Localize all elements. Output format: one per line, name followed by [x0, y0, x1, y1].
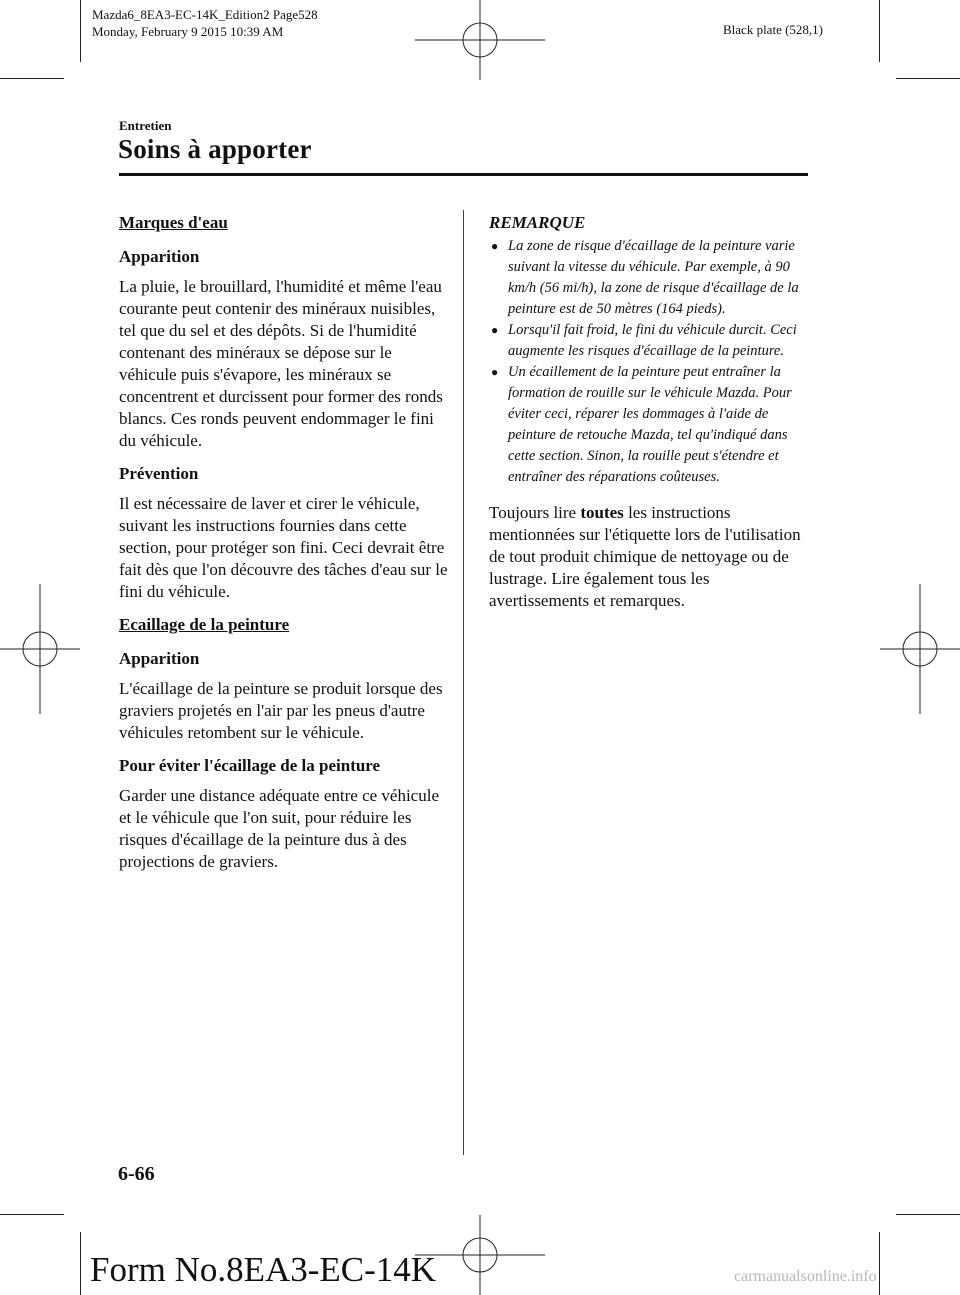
water-marks-heading: Marques d'eau	[119, 213, 228, 232]
closing-text-after: les instructions mentionnées sur l'étiquette lors de l'utilisation de tout produit chimique de nettoyage ou de lustrage. Lire également tous les avertissements et remarques.	[489, 503, 801, 610]
registration-mark-right	[880, 584, 960, 714]
crop-mark	[0, 1214, 64, 1215]
registration-mark-top	[415, 0, 545, 80]
note-item	[489, 236, 811, 320]
water-marks-appearance-heading: Apparition	[119, 247, 200, 266]
watermark: carmanualsonline.info	[734, 1268, 877, 1285]
closing-paragraph	[489, 502, 811, 612]
paint-chipping-avoid-heading: Pour éviter l'écaillage de la peinture	[119, 756, 381, 775]
black-plate-label: Black plate (528,1)	[723, 22, 823, 37]
closing-emphasis: toutes	[580, 503, 624, 522]
title-rule	[119, 173, 808, 176]
note-item-text: Lorsqu'il fait froid, le fini du véhicule durcit. Ceci augmente les risques d'écaillage de la peinture.	[508, 322, 797, 359]
water-marks-prevention-heading: Prévention	[119, 464, 199, 483]
registration-mark-left	[0, 584, 80, 714]
page-number: 6-66	[118, 1163, 155, 1185]
crop-mark	[896, 78, 960, 79]
note-title: REMARQUE	[489, 213, 586, 232]
paint-chipping-avoid-text: Garder une distance adéquate entre ce véhicule et le véhicule que l'on suit, pour réduire les risques d'écaillage de la peinture dus à des projections de graviers.	[119, 786, 439, 871]
crop-mark	[879, 0, 880, 62]
form-number: Form No.8EA3-EC-14K	[90, 1250, 437, 1289]
paint-chipping-appearance-text: L'écaillage de la peinture se produit lorsque des graviers projetés en l'air par les pneus d'autre véhicules retombent sur le véhicule.	[119, 679, 443, 742]
note-item-text: Un écaillement de la peinture peut entraîner la formation de rouille sur le véhicule Mazda. Pour éviter ceci, réparer les dommages à l'aide de peinture de retouche Mazda, tel qu'indiqué dans cette section. Sinon, la rouille peut s'étendre et entraîner des réparations coûteuses.	[508, 364, 792, 485]
note-list	[489, 236, 811, 488]
left-column	[119, 212, 449, 884]
bullet-icon: ●	[491, 239, 499, 253]
print-date-line: Monday, February 9 2015 10:39 AM	[92, 24, 284, 39]
crop-mark	[0, 78, 64, 79]
bullet-icon: ●	[491, 365, 499, 379]
closing-text-before: Toujours lire	[489, 503, 581, 522]
crop-mark	[896, 1214, 960, 1215]
paint-chipping-appearance-heading: Apparition	[119, 649, 200, 668]
crop-mark	[80, 0, 81, 62]
water-marks-prevention-text: Il est nécessaire de laver et cirer le véhicule, suivant les instructions fournies dans cette section, pour protéger son fini. Ceci devrait être fait dès que l'on découvre des tâches d'eau sur le fini du véhicule.	[119, 494, 448, 601]
note-item	[489, 362, 811, 488]
page-title: Soins à apporter	[118, 134, 312, 164]
bullet-icon: ●	[491, 323, 499, 337]
paint-chipping-heading: Ecaillage de la peinture	[119, 615, 290, 634]
print-file-info	[92, 6, 318, 40]
water-marks-appearance-text: La pluie, le brouillard, l'humidité et même l'eau courante peut contenir des minéraux nuisibles, tel que du sel et des dépôts. Si de l'humidité contenant des minéraux se dépose sur le véhicule puis s'évapore, les minéraux se concentrent et durcissent pour former des ronds blancs. Ces ronds peuvent endommager le fini du véhicule.	[119, 277, 443, 450]
crop-mark	[80, 1232, 81, 1295]
column-divider	[463, 210, 464, 1155]
crop-mark	[879, 1232, 880, 1295]
section-label: Entretien	[119, 118, 172, 133]
print-file-line: Mazda6_8EA3-EC-14K_Edition2 Page528	[92, 7, 318, 22]
right-column	[489, 212, 811, 623]
note-item	[489, 320, 811, 362]
note-item-text: La zone de risque d'écaillage de la peinture varie suivant la vitesse du véhicule. Par exemple, à 90 km/h (56 mi/h), la zone de risque d'écaillage de la peinture est de 50 mètres (164 pieds).	[508, 238, 799, 317]
